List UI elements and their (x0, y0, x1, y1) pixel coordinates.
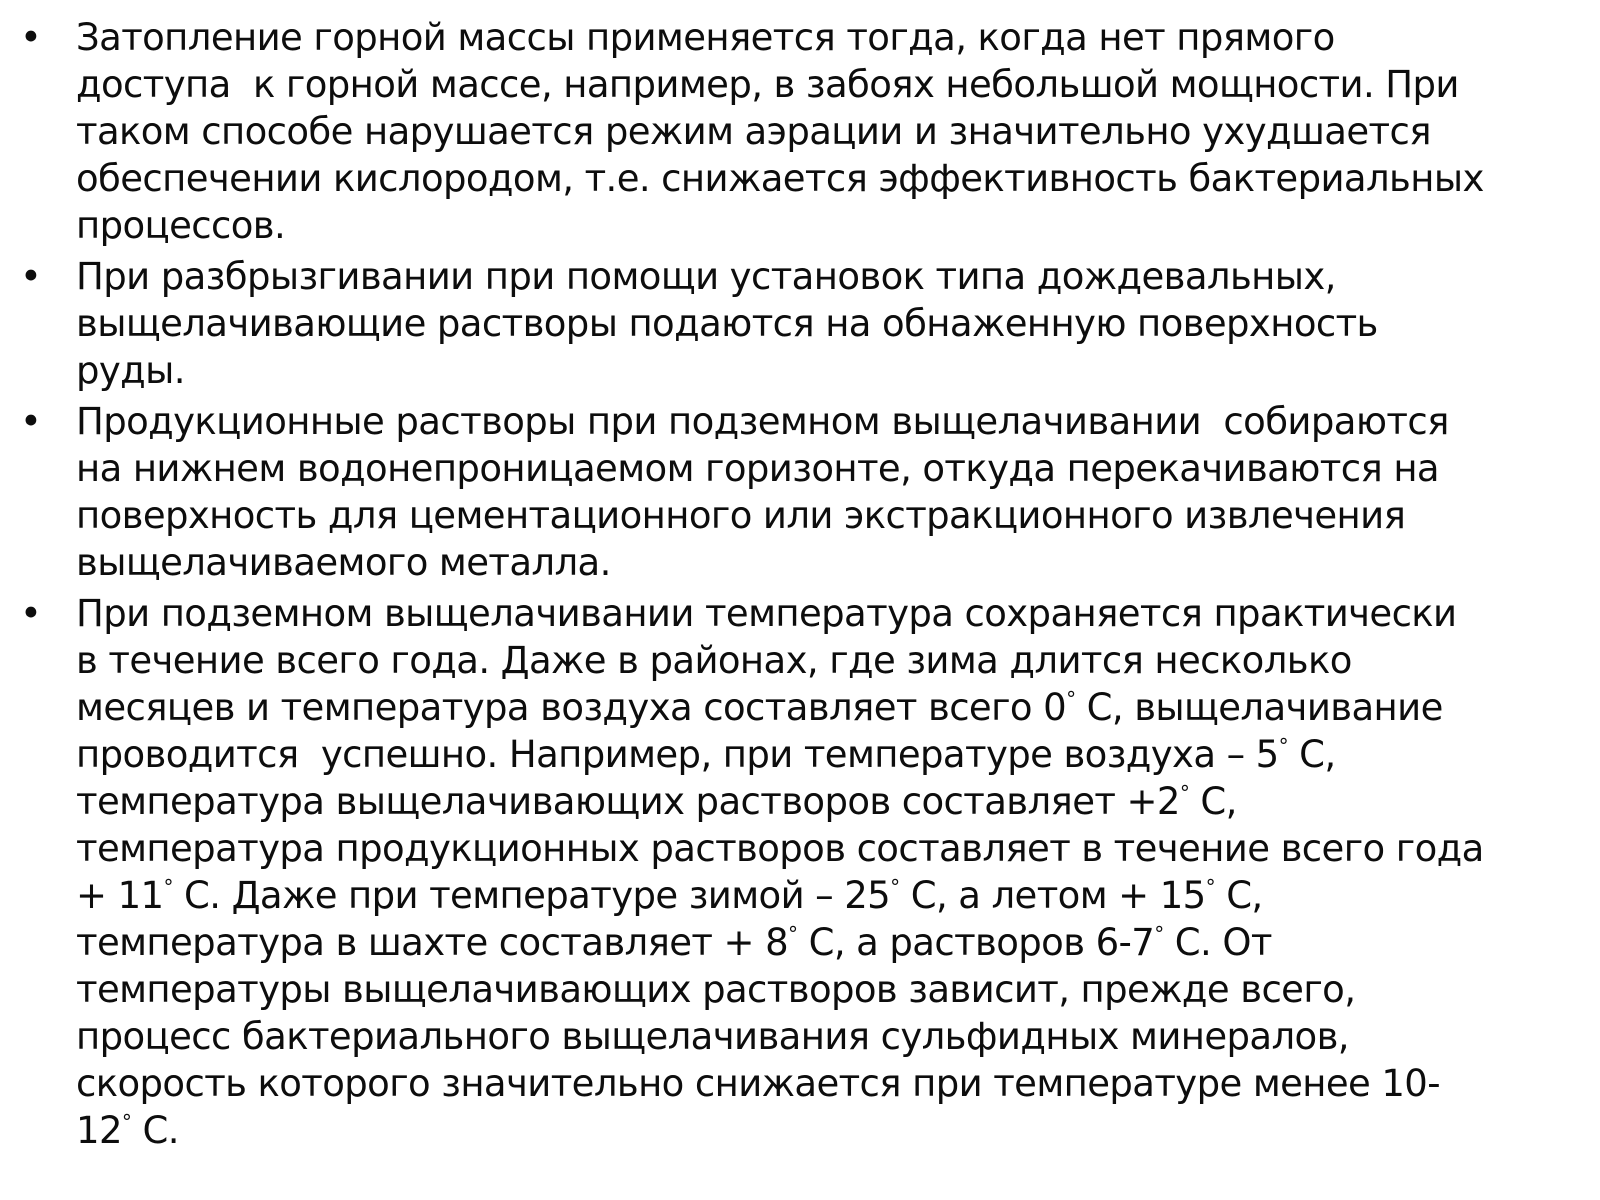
text-line: на нижнем водонепроницаемом горизонте, откуда перекачиваются на (76, 447, 1439, 490)
text-line: процессов. (76, 204, 286, 247)
text-line: скорость которого значительно снижается при температуре менее 10- (76, 1062, 1441, 1105)
bullet-dot-icon: • (20, 400, 42, 443)
text-line: 12° С. (76, 1109, 179, 1152)
bullet-text (76, 253, 1580, 394)
bullet-item (18, 253, 1580, 394)
text-line: выщелачивающие растворы подаются на обнаженную поверхность (76, 302, 1378, 345)
text-line: руды. (76, 349, 185, 392)
text-line: процесс бактериального выщелачивания сульфидных минералов, (76, 1015, 1349, 1058)
text-line: доступа к горной массе, например, в забоях небольшой мощности. При (76, 63, 1459, 106)
bullet-item (18, 14, 1580, 249)
bullet-dot-icon: • (20, 255, 42, 298)
bullet-list (18, 14, 1580, 1154)
text-line: выщелачиваемого металла. (76, 541, 611, 584)
bullet-text (76, 398, 1580, 586)
text-line: Продукционные растворы при подземном выщелачивании собираются (76, 400, 1449, 443)
text-line: месяцев и температура воздуха составляет всего 0° С, выщелачивание (76, 686, 1443, 729)
bullet-text (76, 590, 1580, 1154)
text-line: температуры выщелачивающих растворов зависит, прежде всего, (76, 968, 1356, 1011)
bullet-text (76, 14, 1580, 249)
bullet-dot-icon: • (20, 592, 42, 635)
text-line: таком способе нарушается режим аэрации и значительно ухудшается (76, 110, 1431, 153)
bullet-dot-icon: • (20, 16, 42, 59)
bullet-item (18, 398, 1580, 586)
text-line: При разбрызгивании при помощи установок типа дождевальных, (76, 255, 1336, 298)
text-line: + 11° С. Даже при температуре зимой – 25° С, а летом + 15° С, (76, 874, 1263, 917)
text-line: Затопление горной массы применяется тогда, когда нет прямого (76, 16, 1335, 59)
text-line: в течение всего года. Даже в районах, где зима длится несколько (76, 639, 1352, 682)
text-line: поверхность для цементационного или экстракционного извлечения (76, 494, 1406, 537)
text-line: температура выщелачивающих растворов составляет +2° С, (76, 780, 1237, 823)
text-line: проводится успешно. Например, при температуре воздуха – 5° С, (76, 733, 1336, 776)
text-line: температура в шахте составляет + 8° С, а растворов 6-7° С. От (76, 921, 1272, 964)
text-line: обеспечении кислородом, т.е. снижается эффективность бактериальных (76, 157, 1484, 200)
text-line: При подземном выщелачивании температура сохраняется практически (76, 592, 1457, 635)
text-line: температура продукционных растворов составляет в течение всего года (76, 827, 1484, 870)
bullet-item (18, 590, 1580, 1154)
